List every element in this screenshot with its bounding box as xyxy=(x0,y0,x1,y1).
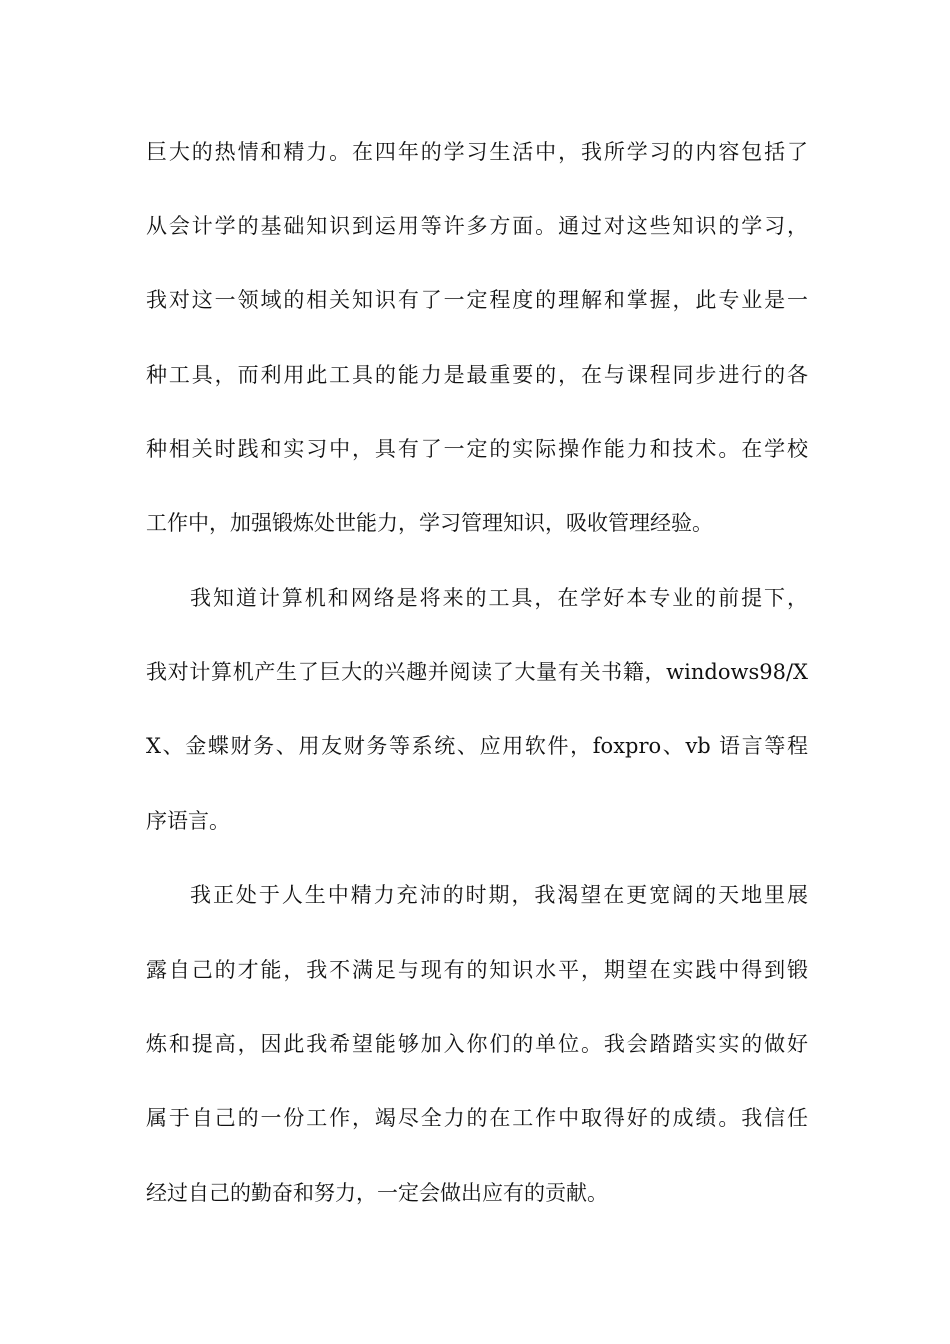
paragraph-1-line-4: 种工具，而利用此工具的能力是最重要的，在与课程同步进行的各 xyxy=(146,363,808,387)
paragraph-3-line-3: 炼和提高，因此我希望能够加入你们的单位。我会踏踏实实的做好 xyxy=(146,1032,808,1056)
paragraph-3-line-2: 露自己的才能，我不满足与现有的知识水平，期望在实践中得到锻 xyxy=(146,958,808,982)
paragraph-2-line-2: 我对计算机产生了巨大的兴趣并阅读了大量有关书籍，windows98/X xyxy=(146,660,808,684)
paragraph-1-line-1: 巨大的热情和精力。在四年的学习生活中，我所学习的内容包括了 xyxy=(146,140,808,164)
paragraph-3-line-1: 我正处于人生中精力充沛的时期，我渴望在更宽阔的天地里展 xyxy=(190,883,808,907)
paragraph-1-line-2: 从会计学的基础知识到运用等许多方面。通过对这些知识的学习， xyxy=(146,214,808,238)
paragraph-2-line-4: 序语言。 xyxy=(146,809,230,833)
paragraph-1-line-3: 我对这一领域的相关知识有了一定程度的理解和掌握，此专业是一 xyxy=(146,288,808,312)
paragraph-2-line-1: 我知道计算机和网络是将来的工具，在学好本专业的前提下， xyxy=(190,586,808,610)
paragraph-2-line-3: X、金蝶财务、用友财务等系统、应用软件，foxpro、vb 语言等程 xyxy=(146,734,808,758)
paragraph-1-line-5: 种相关时践和实习中，具有了一定的实际操作能力和技术。在学校 xyxy=(146,437,808,461)
paragraph-3-line-4: 属于自己的一份工作，竭尽全力的在工作中取得好的成绩。我信任 xyxy=(146,1106,808,1130)
paragraph-1-line-6: 工作中，加强锻炼处世能力，学习管理知识，吸收管理经验。 xyxy=(146,511,713,535)
paragraph-3-line-5: 经过自己的勤奋和努力，一定会做出应有的贡献。 xyxy=(146,1181,608,1205)
